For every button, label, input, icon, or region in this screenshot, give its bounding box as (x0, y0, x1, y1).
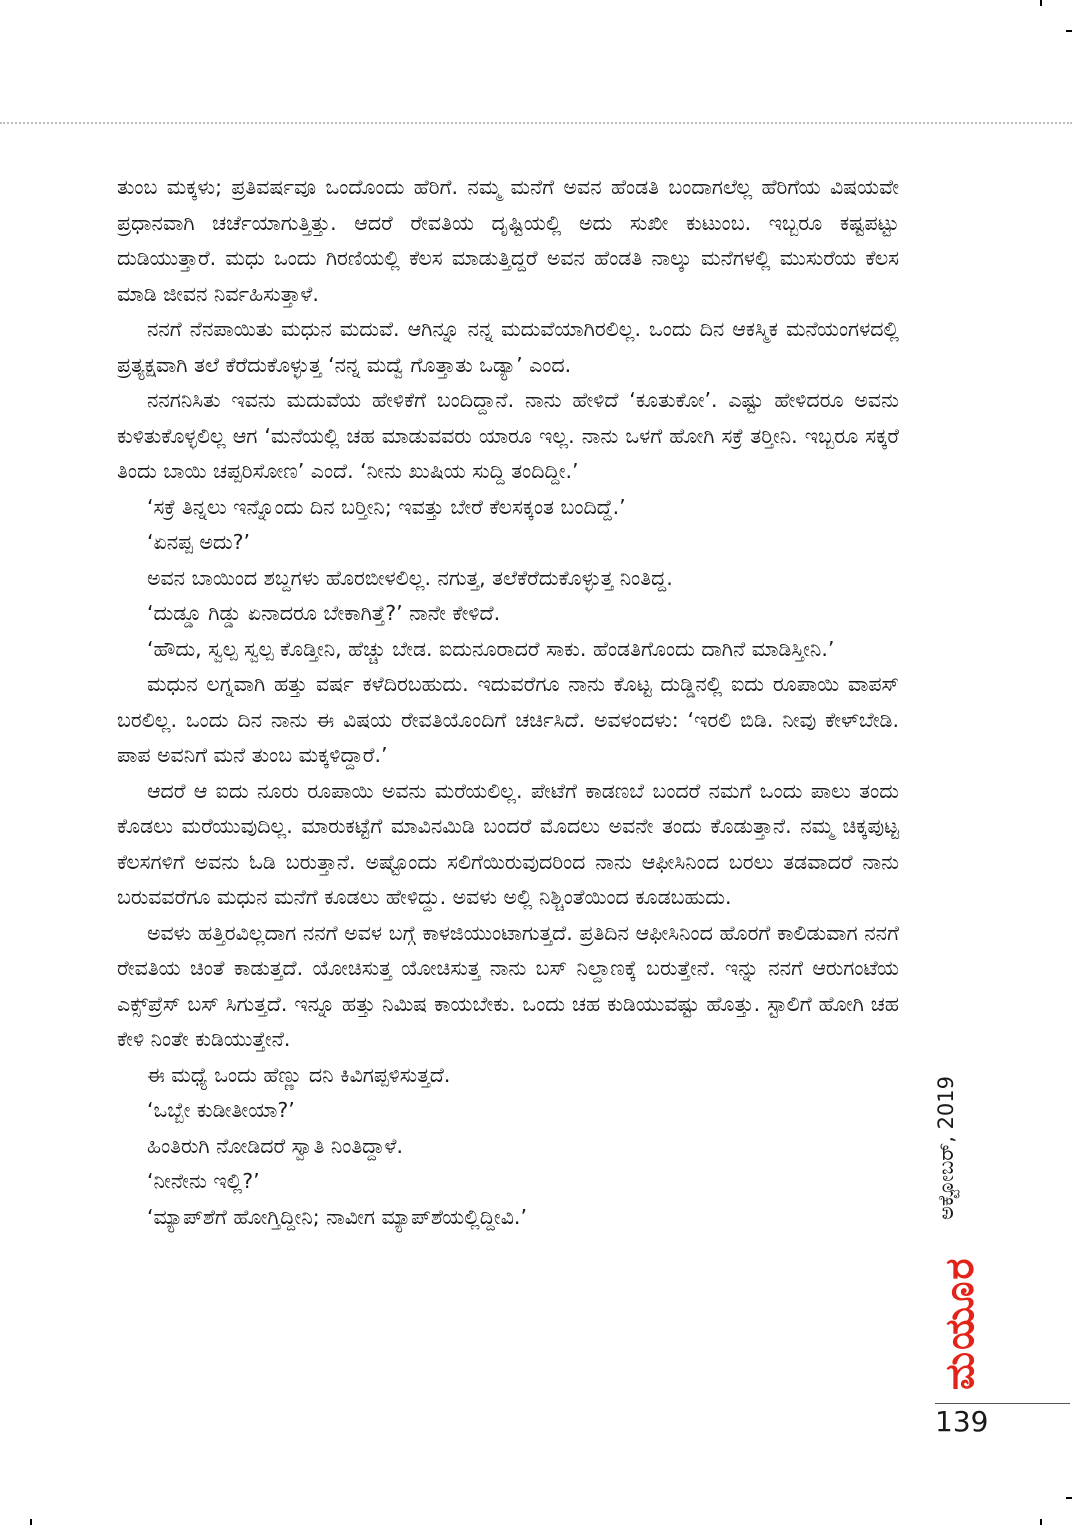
paragraph-14: ಹಿಂತಿರುಗಿ ನೋಡಿದರೆ ಸ್ವಾತಿ ನಿಂತಿದ್ದಾಳೆ. (147, 1133, 403, 1158)
paragraph-8: ‘ಹೌದು, ಸ್ವಲ್ಪ ಸ್ವಲ್ಪ ಕೊಡ್ತೀನಿ, ಹೆಚ್ಚು ಬೇಡ. ಐದುನೂರಾದರೆ ಸಾಕು. ಹೆಂಡತಿಗೊಂದು ದಾಗಿನೆ ಮಾಡಿಸ್ತೀನಿ.’ (147, 636, 835, 661)
paragraph-3: ನನಗನಿಸಿತು ಇವನು ಮದುವೆಯ ಹೇಳಿಕೆಗೆ ಬಂದಿದ್ದಾನೆ. ನಾನು ಹೇಳಿದೆ ‘ಕೂತುಕೋ’. ಎಷ್ಟು ಹೇಳಿದರೂ ಅವನು ಕುಳಿತುಕೊಳ್ಳಲಿಲ್ಲ ಆಗ ‘ಮನೆಯಲ್ಲಿ ಚಹ ಮಾಡುವವರು ಯಾರೂ ಇಲ್ಲ. ನಾನು ಒಳಗೆ ಹೋಗಿ ಸಕ್ರೆ ತರ್‍ತೀನಿ. ಇಬ್ಬರೂ ಸಕ್ಕರೆ ತಿಂದು ಬಾಯಿ ಚಪ್ಪರಿಸೋಣ’ ಎಂದೆ. ‘ನೀನು ಖುಷಿಯ ಸುದ್ದಿ ತಂದಿದ್ದೀ.’ (117, 388, 899, 483)
crop-mark-bottom-right (1040, 1519, 1042, 1525)
paragraph-4: ‘ಸಕ್ರೆ ತಿನ್ನಲು ಇನ್ನೊಂದು ದಿನ ಬರ್‍ತೀನಿ; ಇವತ್ತು ಬೇರೆ ಕೆಲಸಕ್ಕಂತ ಬಂದಿದ್ದೆ.’ (147, 494, 626, 519)
page-number-rule (935, 1403, 1070, 1404)
paragraph-10: ಆದರೆ ಆ ಐದು ನೂರು ರೂಪಾಯಿ ಅವನು ಮರೆಯಲಿಲ್ಲ. ಪೇಟೆಗೆ ಕಾಡಣಬೆ ಬಂದರೆ ನಮಗೆ ಒಂದು ಪಾಲು ತಂದು ಕೊಡಲು ಮರೆಯುವುದಿಲ್ಲ. ಮಾರುಕಟ್ಟೆಗೆ ಮಾವಿನಮಿಡಿ ಬಂದರೆ ಮೊದಲು ಅವನೇ ತಂದು ಕೊಡುತ್ತಾನೆ. ನಮ್ಮ ಚಿಕ್ಕಪುಟ್ಟ ಕೆಲಸಗಳಿಗೆ ಅವನು ಓಡಿ ಬರುತ್ತಾನೆ. ಅಷ್ಟೊಂದು ಸಲಿಗೆಯಿರುವುದರಿಂದ ನಾನು ಆಫೀಸಿನಿಂದ ಬರಲು ತಡವಾದರೆ ನಾನು ಬರುವವರೆಗೂ ಮಧುನ ಮನೆಗೆ ಕೂಡಲು ಹೇಳಿದ್ದು. ಅವಳು ಅಲ್ಲಿ ನಿಶ್ಚಿಂತೆಯಿಂದ ಕೂಡಬಹುದು. (117, 778, 899, 909)
paragraph-5: ‘ಏನಪ್ಪ ಅದು?’ (147, 530, 251, 554)
issue-date: ಅಕ್ಟೋಬರ್, 2019 (934, 1075, 958, 1220)
crop-mark-right-bottom (1066, 1497, 1072, 1499)
paragraph-2: ನನಗೆ ನೆನಪಾಯಿತು ಮಧುನ ಮದುವೆ. ಆಗಿನ್ನೂ ನನ್ನ ಮದುವೆಯಾಗಿರಲಿಲ್ಲ. ಒಂದು ದಿನ ಆಕಸ್ಮಿಕ ಮನೆಯಂಗಳದಲ್ಲಿ ಪ್ರತ್ಯಕ್ಷವಾಗಿ ತಲೆ ಕೆರೆದುಕೊಳ್ಳುತ್ತ ‘ನನ್ನ ಮದ್ವೆ ಗೊತ್ತಾತು ಒಡ್ಯಾ’ ಎಂದ. (117, 317, 899, 377)
article-body (117, 170, 899, 1235)
crop-mark-bottom-left (30, 1519, 32, 1525)
paragraph-13: ‘ಒಬ್ಬೇ ಕುಡೀತೀಯಾ?’ (147, 1098, 295, 1122)
crop-mark-top-right (1040, 0, 1042, 6)
paragraph-11: ಅವಳು ಹತ್ತಿರವಿಲ್ಲದಾಗ ನನಗೆ ಅವಳ ಬಗ್ಗೆ ಕಾಳಜಿಯುಂಟಾಗುತ್ತದೆ. ಪ್ರತಿದಿನ ಆಫೀಸಿನಿಂದ ಹೊರಗೆ ಕಾಲಿಡುವಾಗ ನನಗೆ ರೇವತಿಯ ಚಿಂತೆ ಕಾಡುತ್ತದೆ. ಯೋಚಿಸುತ್ತ ಯೋಚಿಸುತ್ತ ನಾನು ಬಸ್ ನಿಲ್ದಾಣಕ್ಕೆ ಬರುತ್ತೇನೆ. ಇನ್ನು ನನಗೆ ಆರುಗಂಟೆಯ ಎಕ್ಸ್‌ಪ್ರೆಸ್ ಬಸ್ ಸಿಗುತ್ತದೆ. ಇನ್ನೂ ಹತ್ತು ನಿಮಿಷ ಕಾಯಬೇಕು. ಒಂದು ಚಹ ಕುಡಿಯುವಷ್ಟು ಹೊತ್ತು. ಸ್ಟಾಲಿಗೆ ಹೋಗಿ ಚಹ ಕೇಳಿ ನಿಂತೇ ಕುಡಿಯುತ್ತೇನೆ. (117, 920, 899, 1051)
paragraph-9: ಮಧುನ ಲಗ್ನವಾಗಿ ಹತ್ತು ವರ್ಷ ಕಳೆದಿರಬಹುದು. ಇದುವರೆಗೂ ನಾನು ಕೊಟ್ಟ ದುಡ್ಡಿನಲ್ಲಿ ಐದು ರೂಪಾಯಿ ವಾಪಸ್ ಬರಲಿಲ್ಲ. ಒಂದು ದಿನ ನಾನು ಈ ವಿಷಯ ರೇವತಿಯೊಂದಿಗೆ ಚರ್ಚಿಸಿದೆ. ಅವಳಂದಳು: ‘ಇರಲಿ ಬಿಡಿ. ನೀವು ಕೇಳ್‌ಬೇಡಿ. ಪಾಪ ಅವನಿಗೆ ಮನೆ ತುಂಬ ಮಕ್ಕಳಿದ್ದಾರೆ.’ (117, 672, 899, 767)
paragraph-1: ತುಂಬ ಮಕ್ಕಳು; ಪ್ರತಿವರ್ಷವೂ ಒಂದೊಂದು ಹೆರಿಗೆ. ನಮ್ಮ ಮನೆಗೆ ಅವನ ಹೆಂಡತಿ ಬಂದಾಗಲೆಲ್ಲ ಹೆರಿಗೆಯ ವಿಷಯವೇ ಪ್ರಧಾನವಾಗಿ ಚರ್ಚೆಯಾಗುತ್ತಿತ್ತು. ಆದರೆ ರೇವತಿಯ ದೃಷ್ಟಿಯಲ್ಲಿ ಅದು ಸುಖೀ ಕುಟುಂಬ. ಇಬ್ಬರೂ ಕಷ್ಟಪಟ್ಟು ದುಡಿಯುತ್ತಾರೆ. ಮಧು ಒಂದು ಗಿರಣಿಯಲ್ಲಿ ಕೆಲಸ ಮಾಡುತ್ತಿದ್ದರೆ ಅವನ ಹೆಂಡತಿ ನಾಲ್ಕು ಮನೆಗಳಲ್ಲಿ ಮುಸುರೆಯ ಕೆಲಸ ಮಾಡಿ ಜೀವನ ನಿರ್ವಹಿಸುತ್ತಾಳೆ. (117, 175, 899, 306)
paragraph-12: ಈ ಮಧ್ಯೆ ಒಂದು ಹೆಣ್ಣು ದನಿ ಕಿವಿಗಪ್ಪಳಿಸುತ್ತದೆ. (147, 1062, 451, 1087)
crop-mark-right-top (1066, 30, 1072, 32)
page-number: 139 (935, 1405, 989, 1438)
paragraph-7: ‘ದುಡ್ಡೂ ಗಿಡ್ಡು ಏನಾದರೂ ಬೇಕಾಗಿತ್ತೆ?’ ನಾನೇ ಕೇಳಿದೆ. (147, 601, 501, 625)
magazine-logo: ಮಯೂರ (937, 1256, 983, 1390)
header-dotted-rule (0, 122, 1072, 124)
paragraph-16: ‘ಮ್ಯಾಪ್‌ಶೆಗೆ ಹೋಗ್ತಿದ್ದೀನಿ; ನಾವೀಗ ಮ್ಯಾಪ್‌ಶೆಯಲ್ಲಿದ್ದೀವಿ.’ (147, 1204, 527, 1229)
paragraph-6: ಅವನ ಬಾಯಿಂದ ಶಬ್ದಗಳು ಹೊರಬೀಳಲಿಲ್ಲ. ನಗುತ್ತ, ತಲೆಕೆರೆದುಕೊಳ್ಳುತ್ತ ನಿಂತಿದ್ದ. (147, 565, 673, 590)
paragraph-15: ‘ನೀನೇನು ಇಲ್ಲಿ?’ (147, 1169, 260, 1193)
